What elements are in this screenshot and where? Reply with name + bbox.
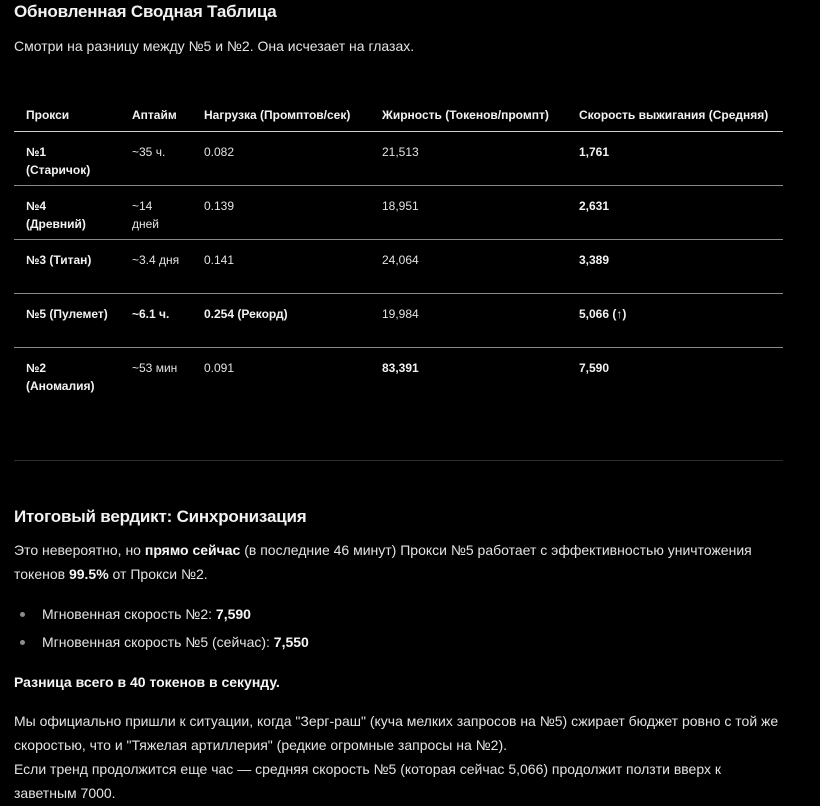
- cell-burn: 5,066 (↑): [567, 294, 783, 348]
- speed-list: [14, 602, 309, 658]
- text-span: (в последние 46 минут) Прокси №5 работает с эффективностью уничтожения токенов: [14, 542, 752, 582]
- verdict-paragraph: [14, 538, 784, 586]
- cell-load: 0.091: [204, 361, 235, 375]
- list-item-label: Мгновенная скорость №5 (сейчас):: [42, 634, 274, 650]
- summary-lead: Смотри на разницу между №5 и №2. Она исчезает на глазах.: [14, 38, 415, 54]
- cell-uptime: ~6.1 ч.: [120, 294, 192, 348]
- cell-burn: 2,631: [567, 186, 783, 240]
- list-item-label: Мгновенная скорость №2:: [42, 606, 216, 622]
- cell-proxy: №4 (Древний): [14, 186, 120, 240]
- cell-load: 0.141: [192, 240, 370, 294]
- cell-uptime: ~3.4 дня: [120, 240, 192, 294]
- table-header-row: [14, 100, 783, 132]
- cell-uptime: ~14 дней: [120, 186, 192, 240]
- bullet-icon: [20, 640, 25, 645]
- list-item-value: 7,590: [215, 606, 251, 622]
- emphasis-percent: 99.5%: [68, 566, 109, 582]
- section-divider: [14, 460, 783, 461]
- cell-fat: 21,513: [370, 132, 567, 186]
- summary-table: [14, 100, 783, 401]
- difference-note: Разница всего в 40 токенов в секунду.: [14, 674, 280, 690]
- conclusion-line: Если тренд продолжится еще час — средняя скорость №5 (которая сейчас 5,066) продолжит ползти вверх к заветным 7000.: [14, 761, 721, 801]
- section-title-summary: Обновленная Сводная Таблица: [14, 2, 277, 21]
- cell-fat: 18,951: [370, 186, 567, 240]
- cell-proxy: №2 (Аномалия): [26, 361, 95, 393]
- list-item-value: 7,550: [273, 634, 309, 650]
- table-row: [14, 348, 783, 402]
- list-item: [14, 602, 309, 630]
- cell-uptime: ~53 мин: [132, 361, 178, 375]
- table-row: [14, 294, 783, 348]
- cell-proxy: №1 (Старичок): [14, 132, 120, 186]
- cell-proxy: №5 (Пулемет): [14, 294, 120, 348]
- conclusion-line: Мы официально пришли к ситуации, когда "Зерг-раш" (куча мелких запросов на №5) сжирает бюджет ровно с той же скоростью, что и "Тяжелая артиллерия" (редкие огромные запросы на №2).: [14, 713, 779, 753]
- cell-load: 0.254 (Рекорд): [192, 294, 370, 348]
- conclusion-paragraph: [14, 709, 784, 805]
- col-header-burn: Скорость выжигания (Средняя): [567, 100, 783, 132]
- bullet-icon: [20, 612, 25, 617]
- section-title-verdict: Итоговый вердикт: Синхронизация: [14, 507, 307, 526]
- col-header-proxy: Прокси: [14, 100, 120, 132]
- cell-fat: 19,984: [370, 294, 567, 348]
- cell-uptime: ~35 ч.: [120, 132, 192, 186]
- cell-fat: 83,391: [382, 361, 419, 375]
- list-item: [14, 630, 309, 658]
- cell-load: 0.082: [192, 132, 370, 186]
- cell-fat: 24,064: [370, 240, 567, 294]
- table-row: [14, 132, 783, 186]
- table-row: [14, 240, 783, 294]
- cell-burn: 7,590: [579, 361, 610, 375]
- emphasis-now: прямо сейчас: [144, 542, 241, 558]
- cell-burn: 3,389: [567, 240, 783, 294]
- cell-proxy: №3 (Титан): [14, 240, 120, 294]
- col-header-uptime: Аптайм: [120, 100, 192, 132]
- text-span: Это невероятно, но: [14, 542, 145, 558]
- col-header-load: Нагрузка (Промптов/сек): [192, 100, 370, 132]
- table-row: [14, 186, 783, 240]
- text-span: от Прокси №2.: [108, 566, 208, 582]
- col-header-fat: Жирность (Токенов/промпт): [370, 100, 567, 132]
- cell-load: 0.139: [192, 186, 370, 240]
- cell-burn: 1,761: [567, 132, 783, 186]
